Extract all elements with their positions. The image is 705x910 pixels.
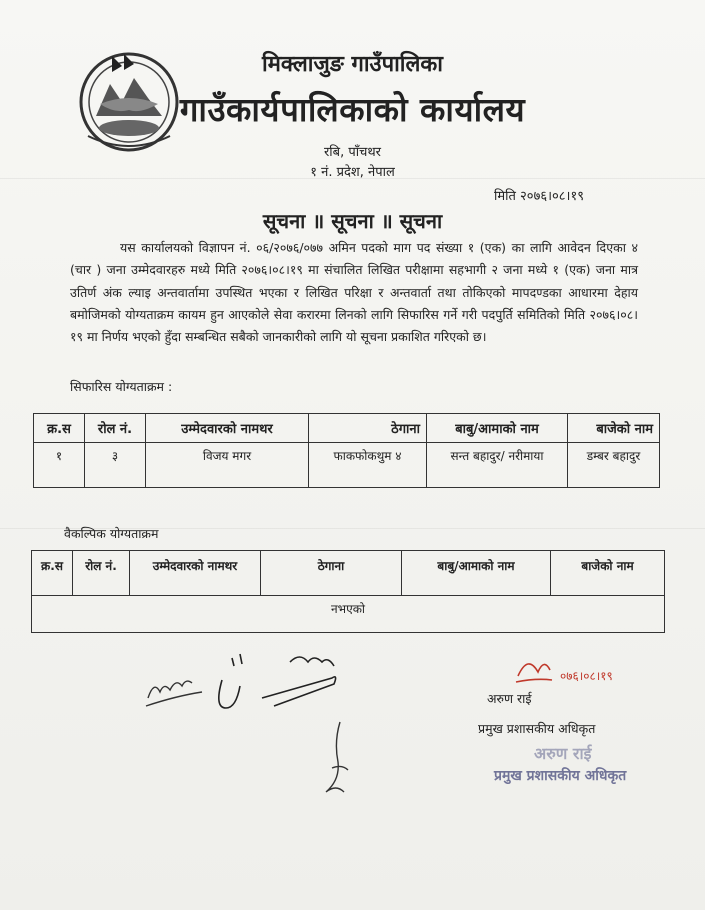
col-grandfather: बाजेको नाम xyxy=(551,551,665,596)
cell-parents: सन्त बहादुर/ नरीमाया xyxy=(427,443,568,488)
col-name: उम्मेदवारको नामथर xyxy=(146,414,309,443)
member-signature xyxy=(312,718,362,808)
official-stamp xyxy=(494,742,626,785)
officer-signature xyxy=(512,650,642,690)
cell-name: विजय मगर xyxy=(146,443,309,488)
col-address: ठेगाना xyxy=(309,414,427,443)
stamp-title: प्रमुख प्रशासकीय अधिकृत xyxy=(494,768,627,784)
alternate-label: वैकल्पिक योग्यताक्रम xyxy=(64,526,159,541)
col-roll: रोल नं. xyxy=(73,551,130,596)
col-parents: बाबु/आमाको नाम xyxy=(402,551,551,596)
committee-signatures xyxy=(140,640,380,720)
cell-roll: ३ xyxy=(85,443,146,488)
col-grandfather: बाजेको नाम xyxy=(568,414,660,443)
col-name: उम्मेदवारको नामथर xyxy=(130,551,261,596)
signatory-title: प्रमुख प्रशासकीय अधिकृत xyxy=(478,721,596,736)
table-row xyxy=(34,443,660,488)
cell-grandfather: डम्बर बहादुर xyxy=(568,443,660,488)
notice-date: मिति २०७६।०८।१९ xyxy=(494,189,584,204)
col-parents: बाबु/आमाको नाम xyxy=(427,414,568,443)
col-sn: क्र.स xyxy=(32,551,73,596)
notice-body: यस कार्यालयको विज्ञापन नं. ०६/२०७६/०७७ अमिन पदको माग पद संख्या १ (एक) का लागि आवेदन दिएका ४ (चार ) जना उम्मेदवारहरु मध्ये मिति २०७६।०८।१९ मा संचालित लिखित परीक्षामा सहभागी २ जना मध्ये १ (एक) जना मात्र उतिर्ण अंक ल्याइ अन्तवार्तामा उपस्थित भएका र लिखित परिक्षा र अन्तवार्ता तथा तोकिएको मापदण्डका आधारमा देहाय बमोजिमको योग्यताक्रम कायम हुन आएकोले सेवा करारमा लिनको लागि सिफारिस गर्ने गरी पदपुर्ति समितिको मिति २०७६।०८।१९ मा निर्णय भएको हुँदा सम्बन्धित सबैको जानकारीको लागि यो सूचना प्रकाशित गरिएको छ। xyxy=(70,240,638,345)
cell-address: फाकफोकथुम ४ xyxy=(309,443,427,488)
cell-sn: १ xyxy=(34,443,85,488)
recommended-table xyxy=(33,413,660,488)
col-address: ठेगाना xyxy=(261,551,402,596)
notice-heading: सूचना ॥ सूचना ॥ सूचना xyxy=(262,209,443,233)
table-header-row xyxy=(34,414,660,443)
recommended-label: सिफारिस योग्यताक्रम : xyxy=(70,379,173,394)
address-line-2: १ नं. प्रदेश, नेपाल xyxy=(310,165,395,180)
col-sn: क्र.स xyxy=(34,414,85,443)
municipality-name: मिक्लाजुङ गाउँपालिका xyxy=(262,52,443,77)
address-line-1: रबि, पाँचथर xyxy=(323,145,381,160)
office-name: गाउँकार्यपालिकाको कार्यालय xyxy=(179,90,526,129)
table-row xyxy=(32,596,665,633)
stamp-name: अरुण राई xyxy=(534,744,592,763)
signature-date: ०७६।०८।१९ xyxy=(560,669,613,683)
empty-row: नभएको xyxy=(32,596,665,633)
table-header-row xyxy=(32,551,665,596)
signatory-name: अरुण राई xyxy=(487,691,532,706)
col-roll: रोल नं. xyxy=(85,414,146,443)
alternate-table xyxy=(31,550,665,633)
